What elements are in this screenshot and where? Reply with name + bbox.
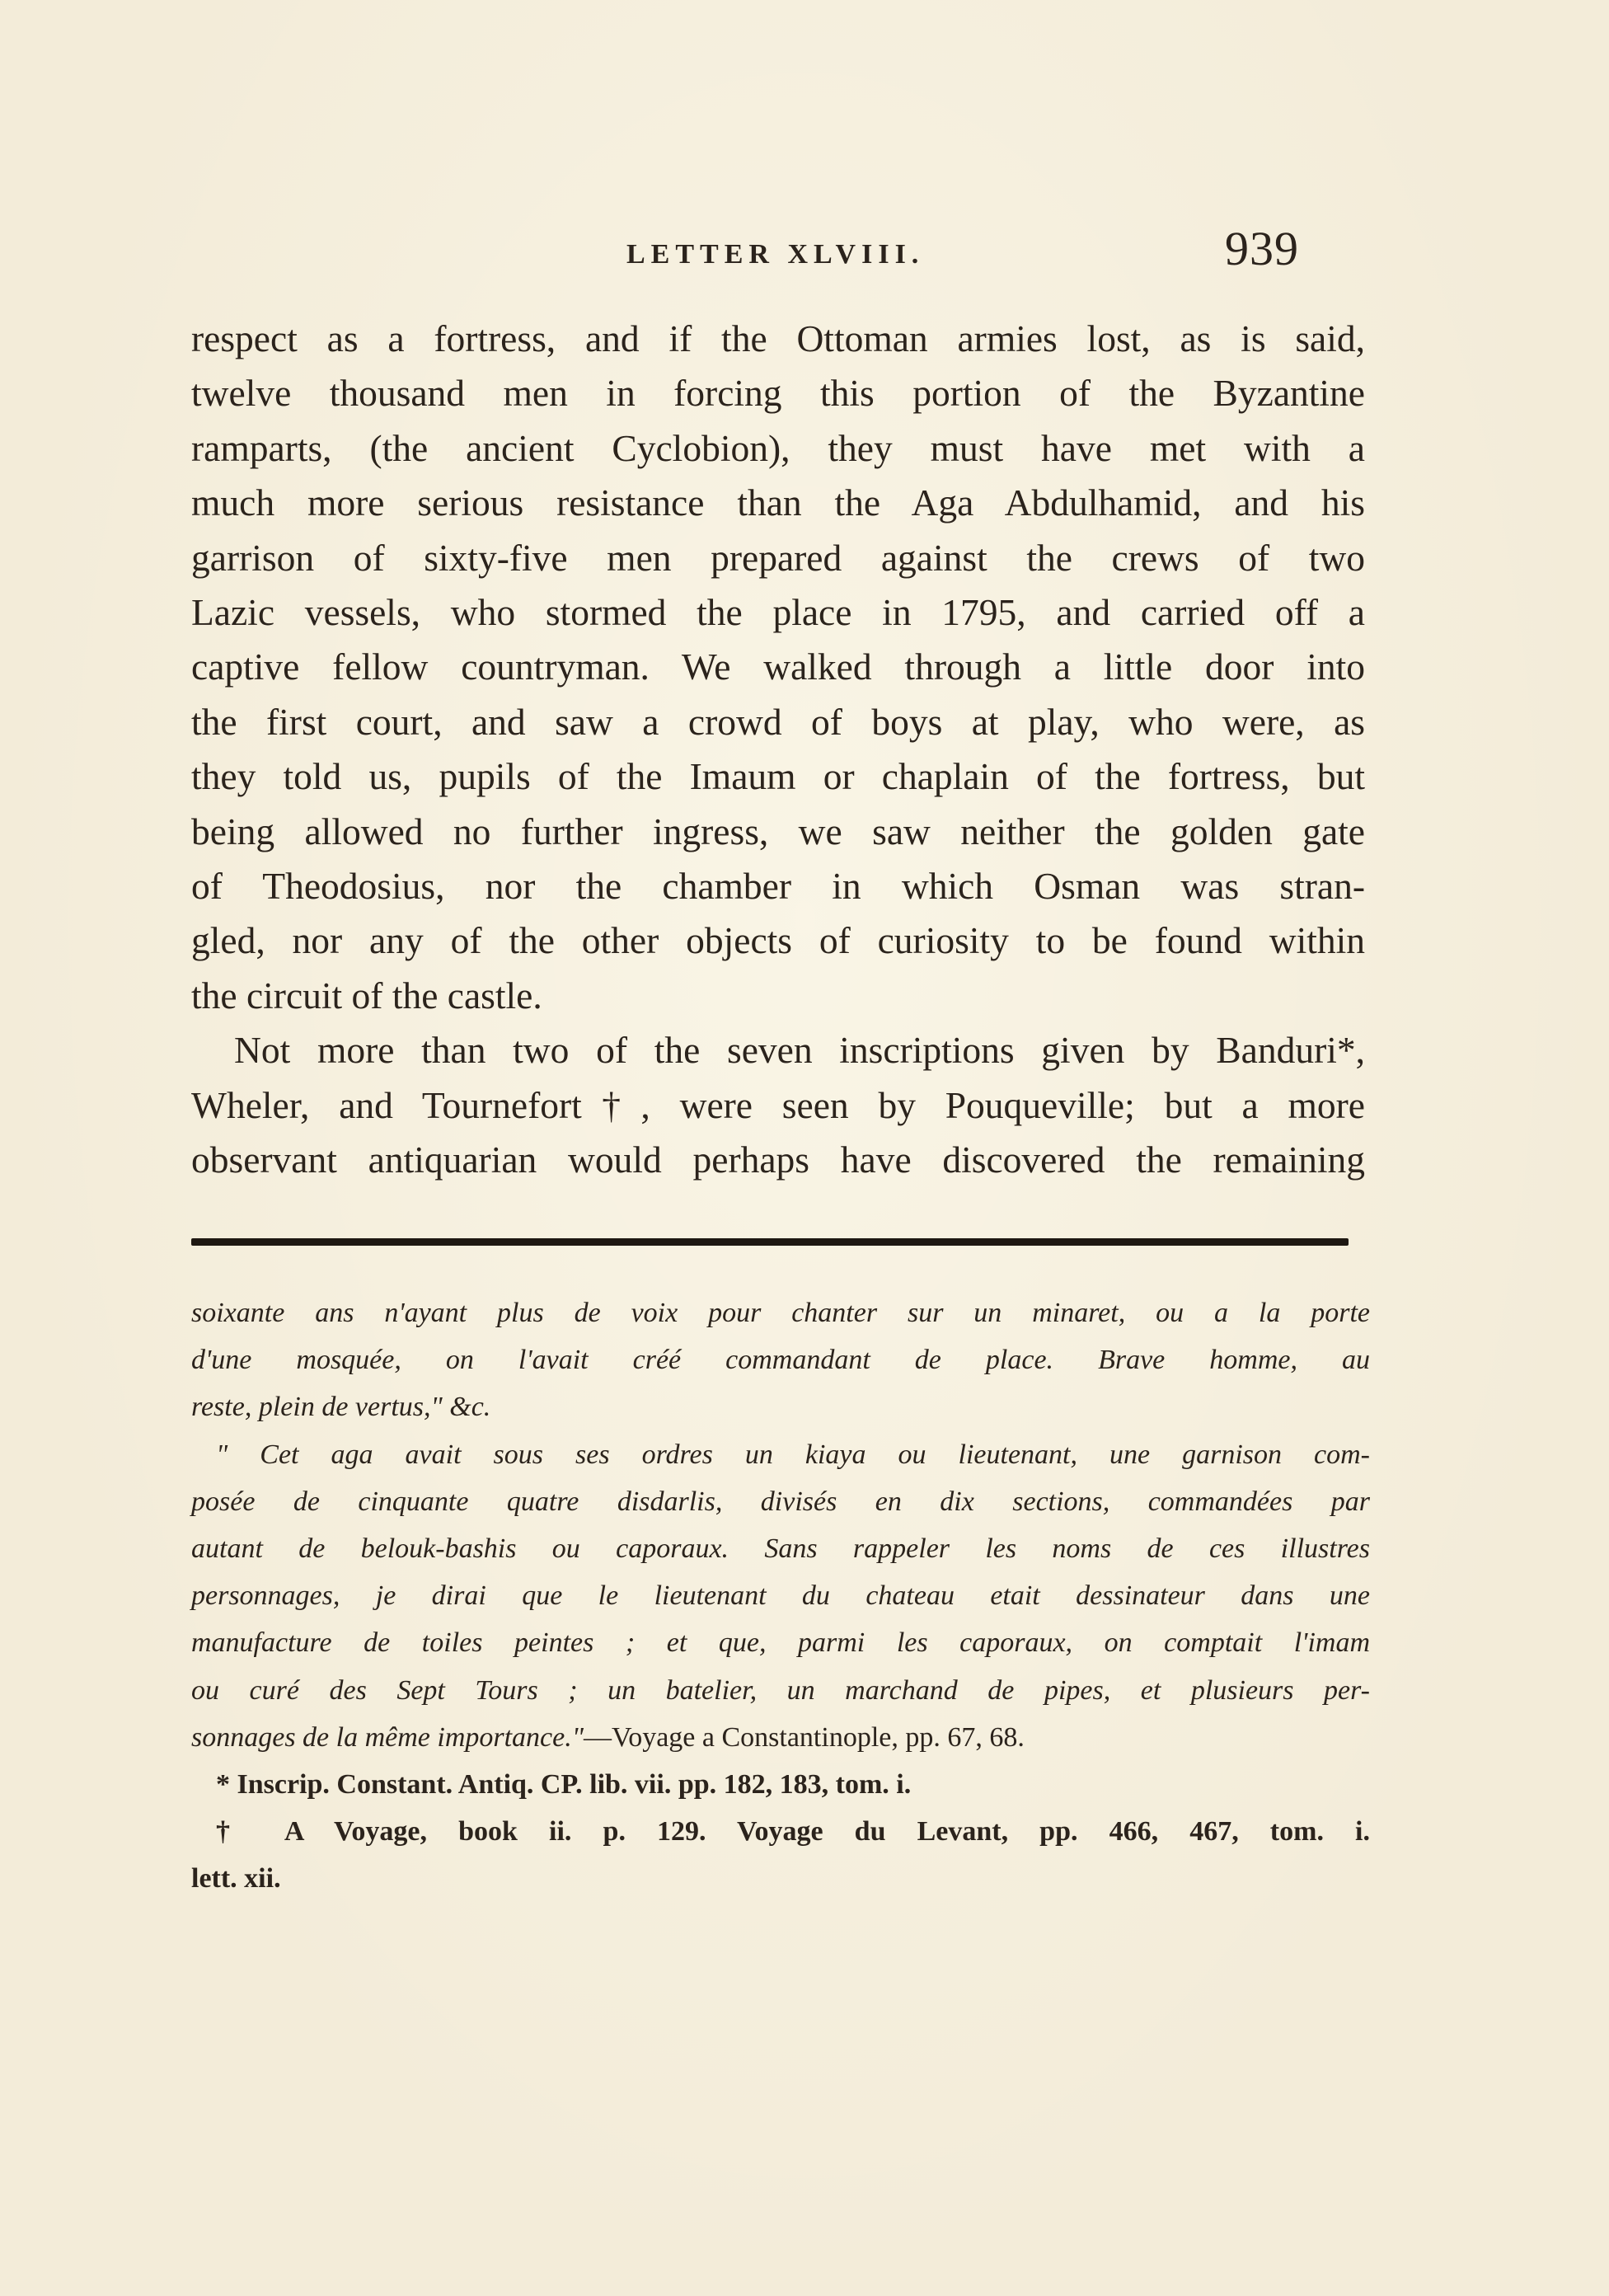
text-line: they told us, pupils of the Imaum or chaplain of the fortress, but	[191, 755, 1365, 798]
text-line: Lazic vessels, who stormed the place in 1795, and carried off a	[191, 591, 1365, 634]
footnote-line: posée de cinquante quatre disdarlis, divisés en dix sections, commandées par	[191, 1486, 1370, 1517]
footnotes-block	[191, 1289, 1370, 1903]
text-line: Not more than two of the seven inscriptions given by Banduri*,	[234, 1029, 1365, 1072]
footnote-line: reste, plein de vertus," &c.	[191, 1392, 491, 1423]
footnote-line: " Cet aga avait sous ses ordres un kiaya ou lieutenant, une garnison com-	[216, 1439, 1370, 1470]
footnote-line	[191, 1714, 1370, 1761]
text-line: twelve thousand men in forcing this portion of the Byzantine	[191, 372, 1365, 415]
text-line: garrison of sixty-five men prepared against the crews of two	[191, 536, 1365, 579]
text-line: respect as a fortress, and if the Ottoman armies lost, as is said,	[191, 317, 1365, 359]
main-text-block	[191, 312, 1365, 1188]
running-head	[191, 221, 1378, 295]
text-line: ramparts, (the ancient Cyclobion), they must have met with a	[191, 426, 1365, 469]
text-line: the circuit of the castle.	[191, 974, 542, 1017]
footnote-line: personnages, je dirai que le lieutenant du chateau etait dessinateur dans une	[191, 1580, 1370, 1612]
footnote-line: d'une mosquée, on l'avait créé commandant de place. Brave homme, au	[191, 1345, 1370, 1376]
footnote-star: * Inscrip. Constant. Antiq. CP. lib. vii. pp. 182, 183, tom. i.	[216, 1769, 912, 1801]
footnote-line: ou curé des Sept Tours ; un batelier, un marchand de pipes, et plusieurs per-	[191, 1674, 1370, 1706]
text-line: much more serious resistance than the Aga Abdulhamid, and his	[191, 481, 1365, 524]
text-line: being allowed no further ingress, we saw neither the golden gate	[191, 810, 1365, 852]
text-line: of Theodosius, nor the chamber in which Osman was stran-	[191, 865, 1365, 908]
footnote-dagger-cont: lett. xii.	[191, 1863, 281, 1895]
footnote-dagger: † A Voyage, book ii. p. 129. Voyage du Levant, pp. 466, 467, tom. i.	[216, 1816, 1370, 1848]
footnote-line: autant de belouk-bashis ou caporaux. Sans rappeler les noms de ces illustres	[191, 1533, 1370, 1565]
text-line: observant antiquarian would perhaps have discovered the remaining	[191, 1139, 1365, 1181]
text-line: gled, nor any of the other objects of curiosity to be found within	[191, 919, 1365, 962]
footnote-quote-end: sonnages de la même importance."	[191, 1721, 584, 1753]
text-line: the first court, and saw a crowd of boys at play, who were, as	[191, 700, 1365, 743]
footnote-line: soixante ans n'ayant plus de voix pour chanter sur un minaret, ou a la porte	[191, 1298, 1370, 1328]
text-line: Wheler, and Tournefort†, were seen by Pouqueville; but a more	[191, 1083, 1365, 1126]
running-title: LETTER XLVIII.	[626, 239, 925, 270]
page-number: 939	[1225, 222, 1299, 275]
text-line: captive fellow countryman. We walked through a little door into	[191, 646, 1365, 688]
footnote-divider	[191, 1238, 1349, 1246]
footnote-citation: —Voyage a Constantinople, pp. 67, 68.	[584, 1721, 1025, 1753]
footnote-line: manufacture de toiles peintes ; et que, parmi les caporaux, on comptait l'imam	[191, 1627, 1370, 1659]
